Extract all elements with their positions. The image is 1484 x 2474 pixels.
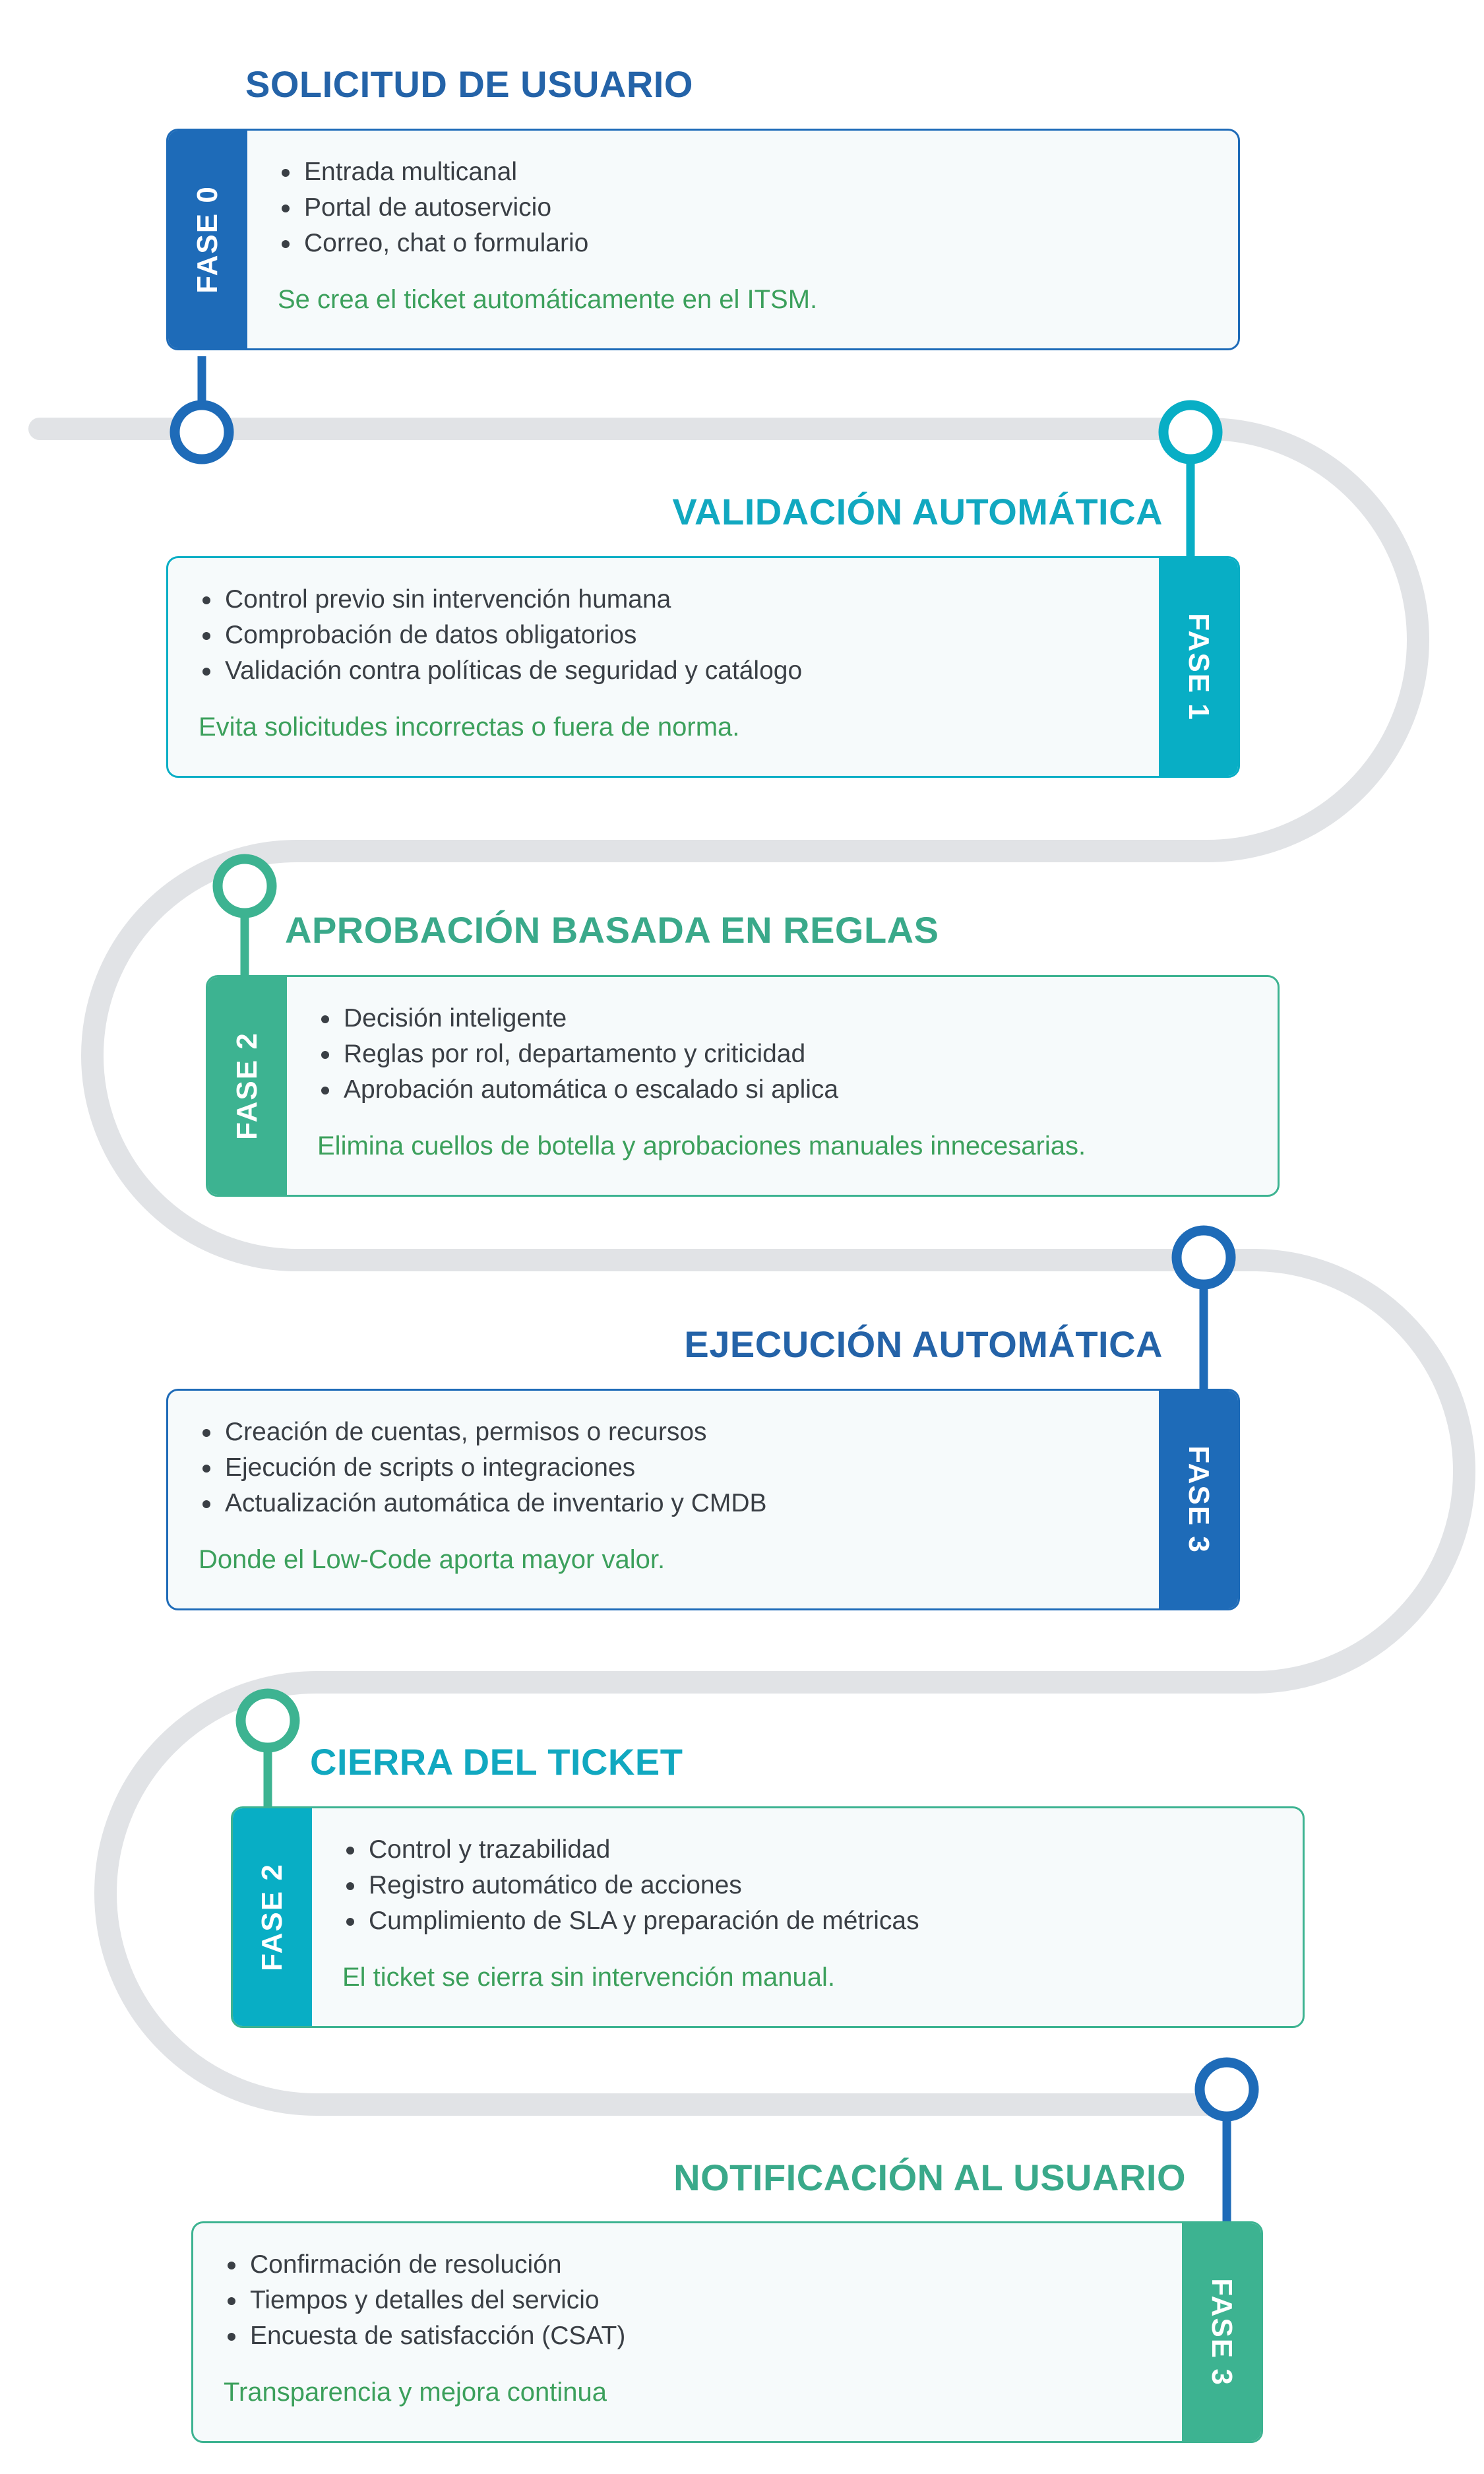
bullet-item: Decisión inteligente	[317, 1001, 1251, 1036]
phase-note: El ticket se cierra sin intervención manual.	[342, 1963, 835, 1992]
phase-card	[166, 556, 1240, 778]
bullet-item: Correo, chat o formulario	[278, 226, 1212, 261]
bullet-list	[224, 2247, 1156, 2354]
phase-tag: FASE 1	[1159, 558, 1238, 776]
phase-card	[206, 975, 1280, 1197]
bullet-item: Control previo sin intervención humana	[199, 582, 1132, 618]
milestone-marker	[175, 405, 229, 459]
bullet-item: Creación de cuentas, permisos o recursos	[199, 1414, 1132, 1450]
phase-tag: FASE 2	[233, 1808, 312, 2026]
bullet-item: Tiempos y detalles del servicio	[224, 2283, 1156, 2318]
bullet-list	[278, 154, 1212, 261]
bullet-item: Aprobación automática o escalado si aplica	[317, 1072, 1251, 1108]
bullet-list	[199, 1414, 1132, 1521]
bullet-list	[317, 1001, 1251, 1108]
milestone-marker	[241, 1694, 295, 1748]
phase-card	[166, 129, 1240, 350]
bullet-item: Comprobación de datos obligatorios	[199, 618, 1132, 653]
phase-tag: FASE 3	[1182, 2223, 1261, 2441]
phase-card	[166, 1389, 1240, 1610]
bullet-item: Portal de autoservicio	[278, 190, 1212, 226]
phase-note: Evita solicitudes incorrectas o fuera de norma.	[199, 713, 740, 742]
phase-note: Transparencia y mejora continua	[224, 2378, 607, 2407]
phase-card	[191, 2221, 1263, 2443]
phase-title: VALIDACIÓN AUTOMÁTICA	[672, 491, 1163, 532]
bullet-list	[199, 582, 1132, 689]
bullet-item: Cumplimiento de SLA y preparación de métricas	[342, 1903, 1276, 1939]
bullet-item: Registro automático de acciones	[342, 1868, 1276, 1903]
bullet-item: Encuesta de satisfacción (CSAT)	[224, 2318, 1156, 2354]
bullet-item: Confirmación de resolución	[224, 2247, 1156, 2283]
milestone-marker	[1200, 2062, 1254, 2116]
phase-title: SOLICITUD DE USUARIO	[245, 63, 693, 105]
phase-title: APROBACIÓN BASADA EN REGLAS	[285, 909, 939, 951]
phase-note: Elimina cuellos de botella y aprobaciones manuales innecesarias.	[317, 1131, 1086, 1160]
bullet-list	[342, 1832, 1276, 1939]
milestone-marker	[1163, 405, 1218, 459]
phase-tag: FASE 0	[168, 131, 247, 348]
milestone-marker	[1177, 1230, 1231, 1285]
bullet-item: Validación contra políticas de seguridad y catálogo	[199, 653, 1132, 689]
phase-title: CIERRA DEL TICKET	[310, 1741, 683, 1783]
bullet-item: Entrada multicanal	[278, 154, 1212, 190]
phase-note: Se crea el ticket automáticamente en el ITSM.	[278, 285, 818, 314]
phase-tag: FASE 2	[208, 977, 287, 1195]
phase-title: NOTIFICACIÓN AL USUARIO	[673, 2157, 1186, 2198]
bullet-item: Reglas por rol, departamento y criticidad	[317, 1036, 1251, 1072]
phase-title: EJECUCIÓN AUTOMÁTICA	[684, 1323, 1163, 1365]
bullet-item: Control y trazabilidad	[342, 1832, 1276, 1868]
milestone-marker	[218, 859, 272, 913]
bullet-item: Actualización automática de inventario y CMDB	[199, 1486, 1132, 1521]
bullet-item: Ejecución de scripts o integraciones	[199, 1450, 1132, 1486]
phase-card	[231, 1806, 1305, 2028]
phase-note: Donde el Low-Code aporta mayor valor.	[199, 1545, 665, 1574]
phase-tag: FASE 3	[1159, 1391, 1238, 1608]
